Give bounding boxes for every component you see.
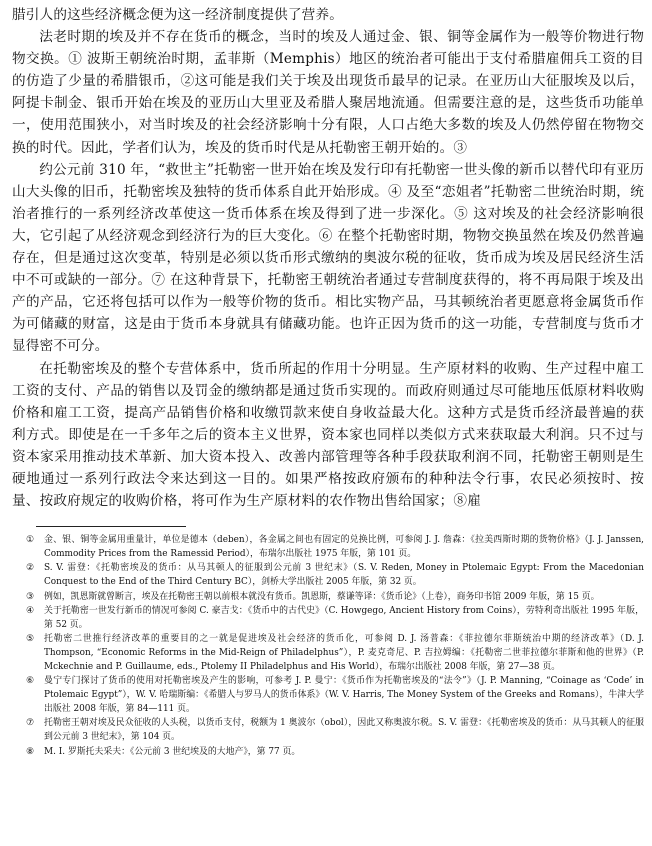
footnote-text: 关于托勒密一世发行新币的情况可参阅 C. 豪吉戈：《货币中的古代史》（C. Howgego, Ancient History from Coins），劳特利奇出版社 1995 年版，第 52 页。 bbox=[44, 605, 644, 630]
footnote-divider bbox=[36, 526, 186, 527]
main-text bbox=[12, 4, 644, 512]
footnote-list bbox=[12, 533, 644, 759]
paragraph-ptolemy-coinage: 约公元前 310 年，“救世主”托勒密一世开始在埃及发行印有托勒密一世头像的新币以替代印有亚历山大头像的旧币，托勒密埃及独特的货币体系自此开始形成。④ 及至“恋姐者”托勒密二世统治时期，统治者推行的一系列经济改革使这一货币体系在埃及得到了进一步深化。⑤ 这对埃及的社会经济影响很大，它引起了从经济观念到经济行为的巨大变化。⑥ 在整个托勒密时期，物物交换虽然在埃及仍然普遍存在，但是通过这次变革，特别是必须以货币形式缴纳的奥波尔税的征收，货币成为埃及居民经济生活中不可或缺的一部分。⑦ 在这种背景下，托勒密王朝统治者通过专营制度获得的，将不再局限于埃及出产的产品，它还将包括可以作为一般等价物的货币。相比实物产品，马其顿统治者更愿意将金属货币作为可储藏的财富，这是由于货币本身就具有储藏功能。也许正因为货币的这一功能，专营制度与货币才显得密不可分。 bbox=[12, 161, 644, 355]
footnote-text: 托勒密二世推行经济改革的重要目的之一就是促进埃及社会经济的货币化，可参阅 D. J. 汤普森：《菲拉德尔菲斯统治中期的经济改革》（D. J. Thompson, “Economic Reforms in the Mid-Reign of Philadelphus”），P. 麦克奇尼、P. 吉拉姆编：《托勒密二世菲拉德尔菲斯和他的世界》（P. Mckechnie and P. Guillaume, eds., Ptolemy II Philadelphus and His World），布瑞尔出版社 2008 年版，第 27—38 页。 bbox=[44, 633, 644, 672]
footnote-text: S. V. 雷登：《托勒密埃及的货币：从马其顿人的征服到公元前 3 世纪末》（S. V. Reden, Money in Ptolemaic Egypt: From the Macedonian Conquest to the End of the Third Century BC），剑桥大学出版社 2005 年版，第 32 页。 bbox=[44, 563, 644, 588]
footnote bbox=[12, 561, 644, 589]
footnote-number: ⑥ bbox=[26, 676, 34, 687]
footnote-number: ② bbox=[26, 563, 34, 574]
footnote-text: 托勒密王朝对埃及民众征收的人头税，以货币支付，税额为 1 奥波尔（obol），因此又称奥波尔税。S. V. 雷登：《托勒密埃及的货币：从马其顿人的征服到公元前 3 世纪末》，第 104 页。 bbox=[44, 718, 644, 743]
footnote bbox=[12, 604, 644, 632]
footnote bbox=[12, 674, 644, 716]
footnote-number: ① bbox=[26, 535, 34, 546]
footnote bbox=[12, 716, 644, 744]
footnote bbox=[12, 745, 644, 759]
footnote-number: ⑧ bbox=[26, 746, 34, 757]
footnote-number: ③ bbox=[26, 591, 34, 602]
footnote-text: 金、银、铜等金属用重量计，单位是德本（deben），各金属之间也有固定的兑换比例，可参阅 J. J. 詹森：《拉美西斯时期的货物价格》（J. J. Janssen, Commodity Prices from the Ramessid Period），布瑞尔出版社 1975 年版，第 101 页。 bbox=[44, 535, 644, 560]
footnote-text: 曼宁专门探讨了货币的使用对托勒密埃及产生的影响，可参考 J. P. 曼宁：《货币作为托勒密埃及的“法令”》（J. P. Manning, “Coinage as ‘Code’ in Ptolemaic Egypt”），W. V. 哈瑞斯编：《希腊人与罗马人的货币体系》（W. V. Harris, The Money System of the Greeks and Romans），牛津大学出版社 2008 年版，第 84—111 页。 bbox=[44, 676, 644, 715]
footnote bbox=[12, 632, 644, 674]
footnote-number: ④ bbox=[26, 605, 34, 616]
footnote bbox=[12, 533, 644, 561]
footnote-number: ⑤ bbox=[26, 633, 34, 644]
footnote-text: 例如，凯恩斯就曾断言，埃及在托勒密王朝以前根本就没有货币。凯恩斯，蔡谦等译：《货币论》（上卷），商务印书馆 2009 年版，第 15 页。 bbox=[44, 591, 600, 602]
paragraph-monopoly-money: 在托勒密埃及的整个专营体系中，货币所起的作用十分明显。生产原材料的收购、生产过程中雇工工资的支付、产品的销售以及罚金的缴纳都是通过货币实现的。而政府则通过尽可能地压低原材料收购价格和雇工工资，提高产品销售价格和收缴罚款来使自身收益最大化。这种方式是货币经济最普遍的获利方式。即使是在一千多年之后的资本主义世界，资本家也同样以类似方式来获取最大利润。只不过与资本家采用推动技术革新、加大资本投入、改善内部管理等各种手段获取利润不同，托勒密王朝则是生硬地通过一系列行政法令来达到这一目的。如果严格按政府颁布的种种法令行事，农民必须按时、按量、按政府规定的收购价格，将可作为生产原材料的农作物出售给国家；⑧雇 bbox=[12, 360, 644, 510]
paragraph-pharaonic-barter: 法老时期的埃及并不存在货币的概念，当时的埃及人通过金、银、铜等金属作为一般等价物进行物物交换。① 波斯王朝统治时期，孟菲斯（Memphis）地区的统治者可能出于支付希腊雇佣兵工资的目的仿造了少量的希腊银币，②这可能是我们关于埃及出现货币最早的记录。在亚历山大征服埃及以后，阿提卡制金、银币开始在埃及的亚历山大里亚及希腊人聚居地流通。但需要注意的是，这些货币功能单一，使用范围狭小，对当时埃及的社会经济影响十分有限，人口占绝大多数的埃及人仍然停留在物物交换的时代。因此，学者们认为，埃及的货币时代是从托勒密王朝开始的。③ bbox=[12, 29, 644, 156]
footnote-text: M. I. 罗斯托夫采夫：《公元前 3 世纪埃及的大地产》，第 77 页。 bbox=[44, 746, 301, 757]
paragraph-continuation: 腊引人的这些经济概念便为这一经济制度提供了营养。 bbox=[12, 7, 344, 23]
footnote-number: ⑦ bbox=[26, 718, 34, 729]
footnote bbox=[12, 590, 644, 604]
